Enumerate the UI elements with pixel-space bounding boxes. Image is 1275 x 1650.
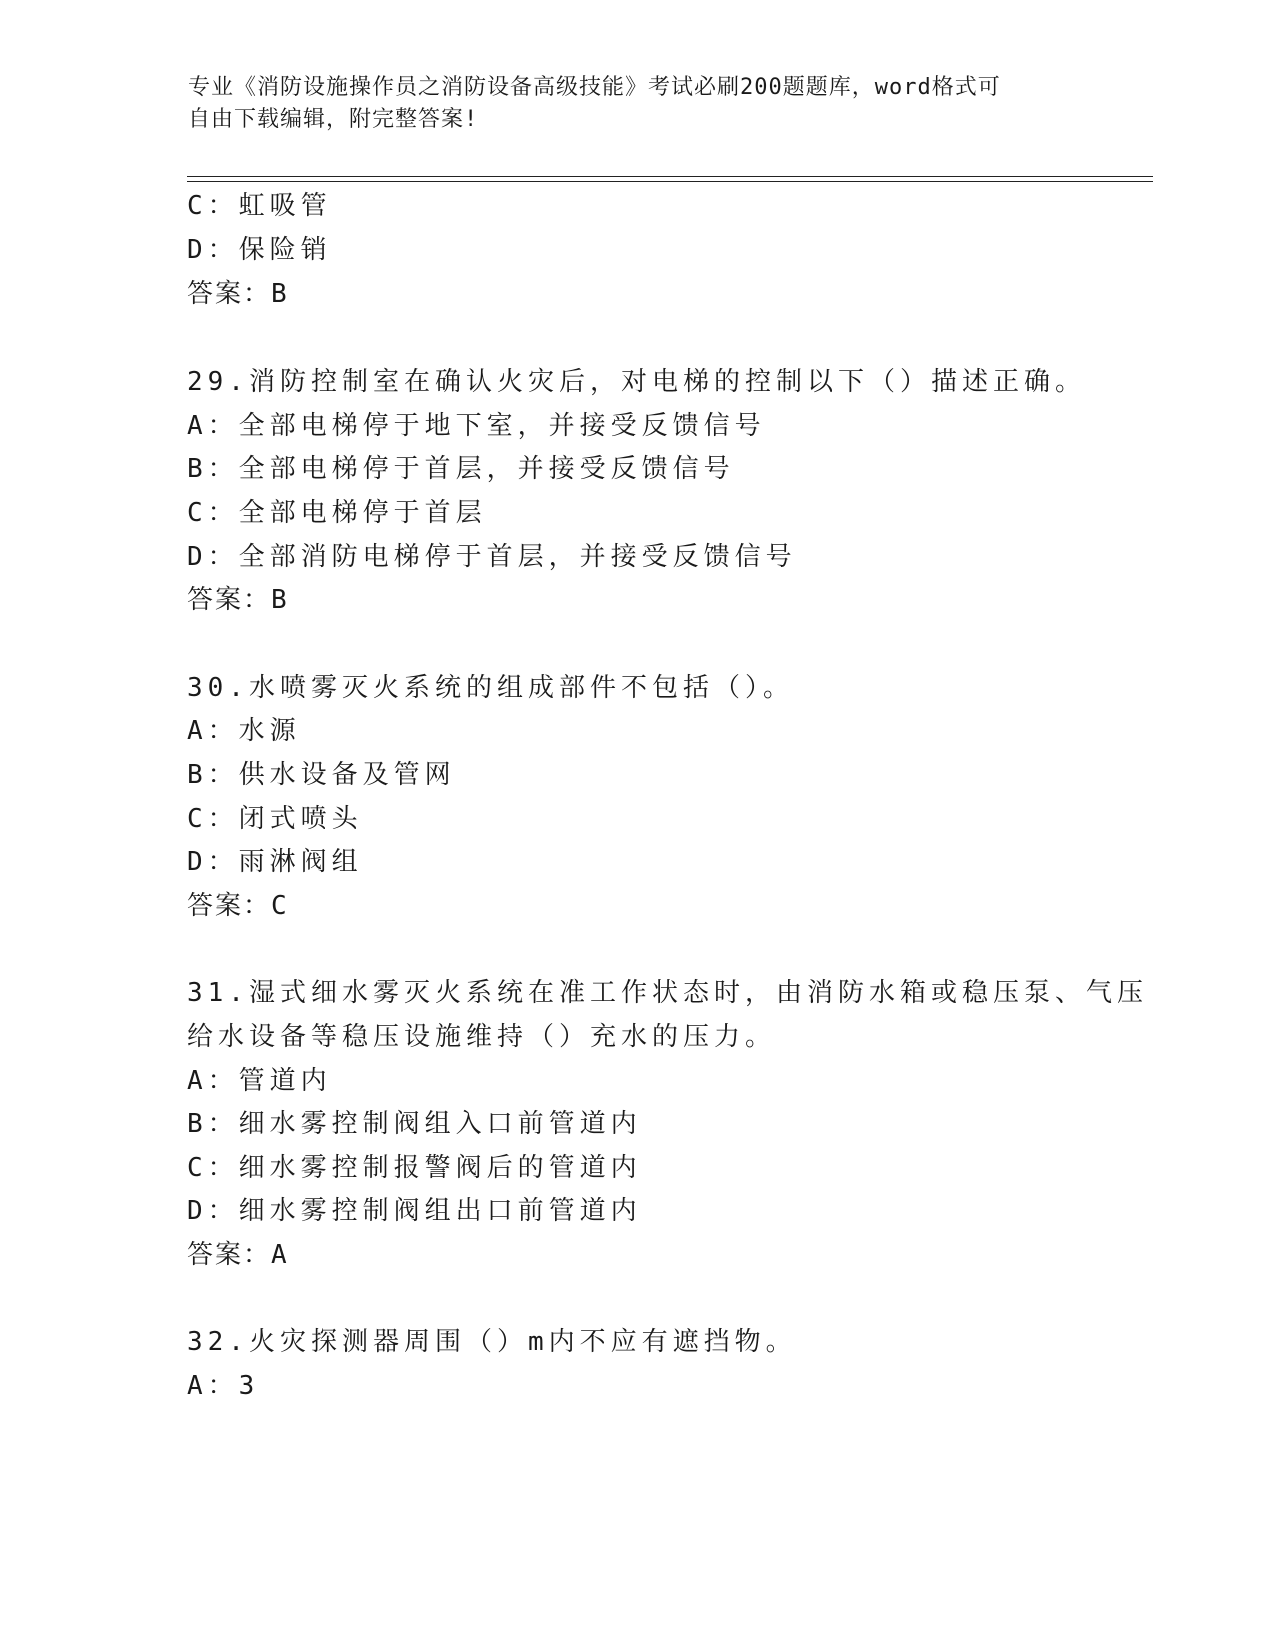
q30-option-b: B：供水设备及管网 (187, 760, 456, 790)
q30-option-c: C：闭式喷头 (187, 804, 363, 834)
q31-option-a: A：管道内 (187, 1066, 332, 1096)
q30-stem: 30.水喷雾灭火系统的组成部件不包括（）。 (187, 673, 794, 703)
q32-stem: 32.火灾探测器周围（）m内不应有遮挡物。 (187, 1327, 797, 1357)
q31-stem-line-1: 31.湿式细水雾灭火系统在准工作状态时，由消防水箱或稳压泵、气压 (187, 978, 1148, 1008)
q29-answer: 答案：B (187, 585, 289, 615)
q30-option-d: D：雨淋阀组 (187, 847, 363, 877)
q30-option-a: A：水源 (187, 716, 301, 746)
prev-answer: 答案：B (187, 279, 289, 309)
header-line-1: 专业《消防设施操作员之消防设备高级技能》考试必刷200题题库，word格式可 (188, 75, 1001, 100)
q31-answer: 答案：A (187, 1240, 289, 1270)
q29-option-b: B：全部电梯停于首层，并接受反馈信号 (187, 454, 735, 484)
q31-stem-line-2: 给水设备等稳压设施维持（）充水的压力。 (187, 1022, 777, 1052)
document-header (188, 72, 1088, 136)
q29-option-c: C：全部电梯停于首层 (187, 498, 487, 528)
header-line-2: 自由下载编辑，附完整答案! (188, 107, 479, 132)
q31-option-d: D：细水雾控制阀组出口前管道内 (187, 1196, 642, 1226)
q31-option-c: C：细水雾控制报警阀后的管道内 (187, 1153, 642, 1183)
q29-stem: 29.消防控制室在确认火灾后，对电梯的控制以下（）描述正确。 (187, 367, 1086, 397)
prev-option-d: D：保险销 (187, 235, 332, 265)
header-divider-top (187, 176, 1153, 177)
q30-answer: 答案：C (187, 891, 289, 921)
q29-option-a: A：全部电梯停于地下室，并接受反馈信号 (187, 411, 766, 441)
prev-option-c: C：虹吸管 (187, 191, 332, 221)
header-divider-bottom (187, 181, 1153, 182)
q31-option-b: B：细水雾控制阀组入口前管道内 (187, 1109, 642, 1139)
q29-option-d: D：全部消防电梯停于首层，并接受反馈信号 (187, 542, 797, 572)
q32-option-a: A：3 (187, 1371, 260, 1401)
